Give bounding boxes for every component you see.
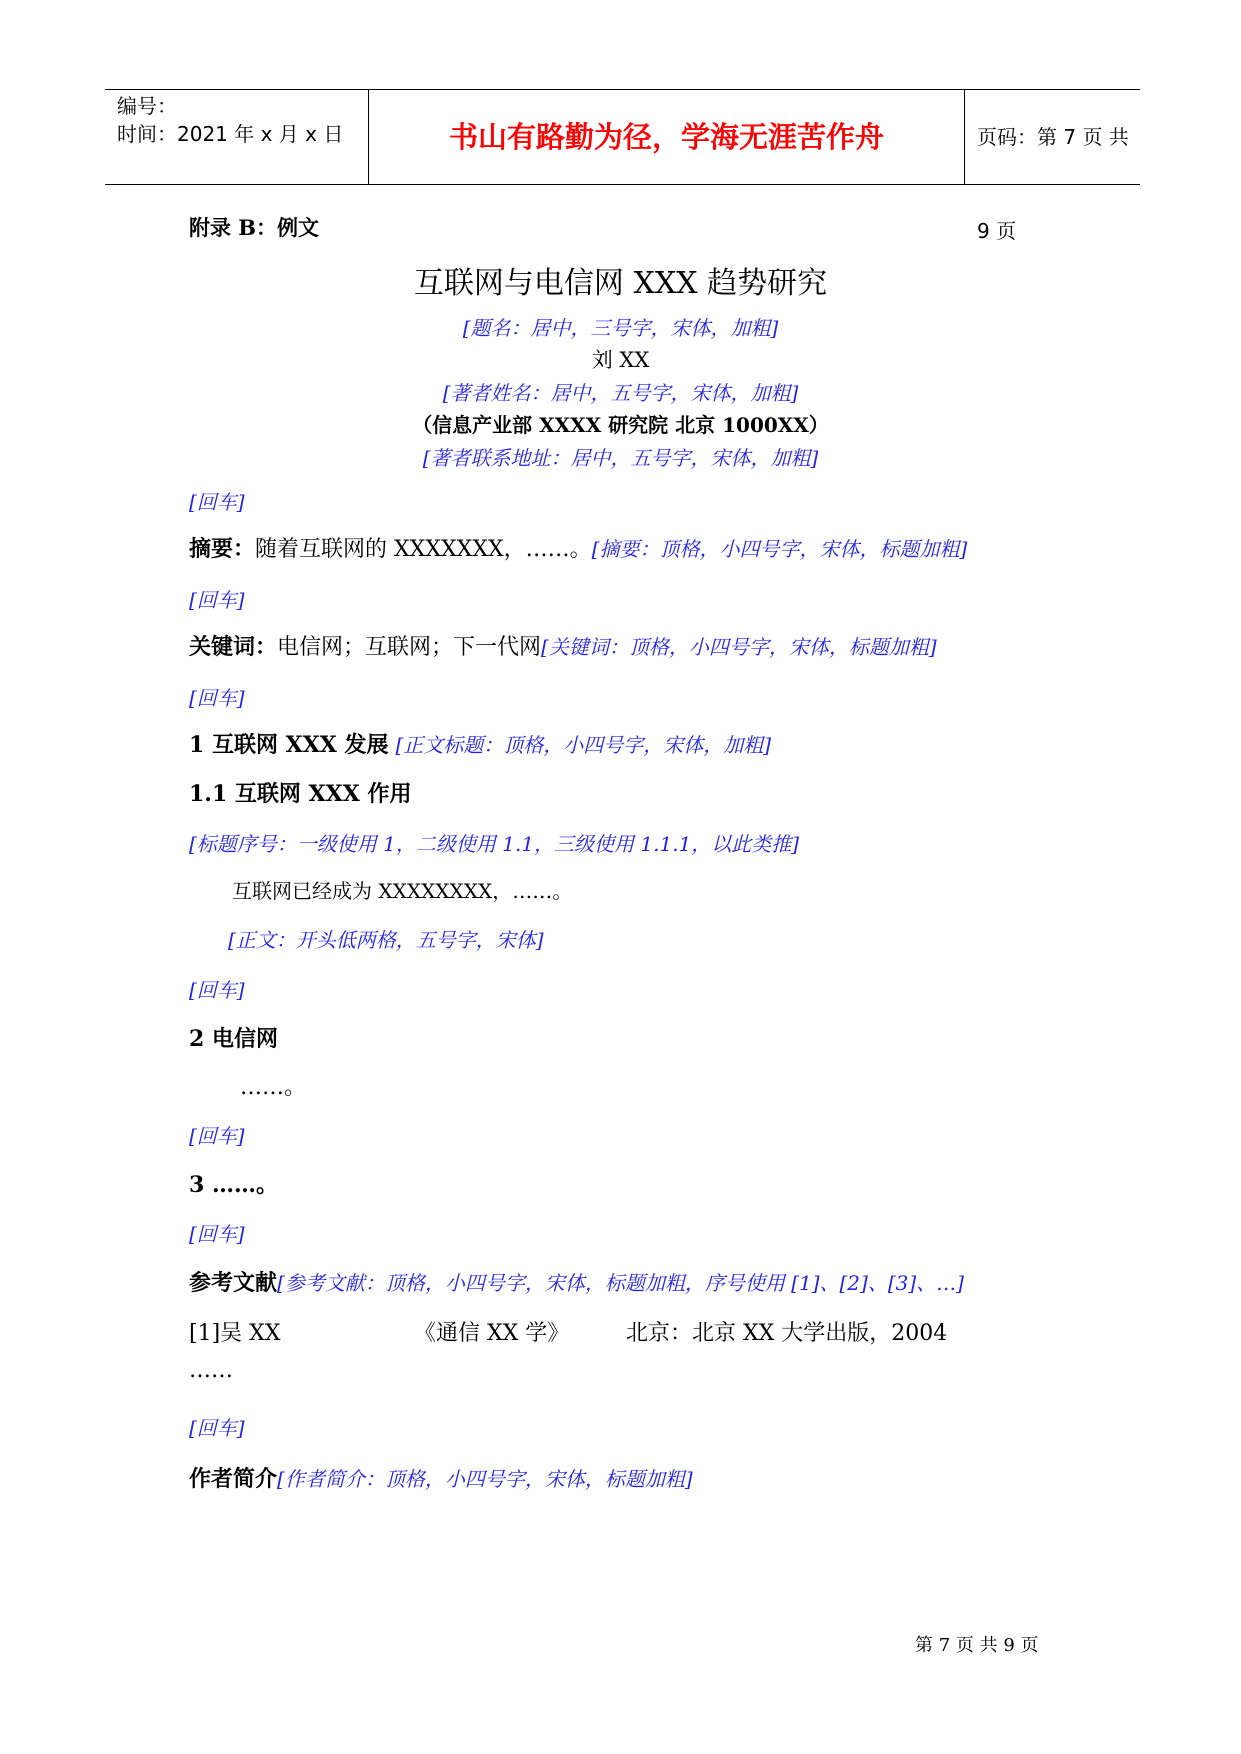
abstract-text: 随着互联网的 XXXXXXX，……。 [255,537,592,562]
header-info [117,92,367,148]
paper-title: 互联网与电信网 XXX 趋势研究 [413,266,828,301]
abstract-label: 摘要： [189,536,256,562]
enter-marker: [回车] [189,588,245,612]
appendix-title: 附录 B：例文 [189,215,320,240]
author-name: 刘 XX [591,348,650,372]
section1-format-note: [正文标题：顶格，小四号字，宋体，加粗] [395,733,772,757]
body-text: 互联网已经成为 XXXXXXXX，……。 [232,879,573,903]
references-label: 参考文献 [189,1270,278,1296]
reference-id: [1]吴 XX [189,1321,281,1346]
header-motto: 书山有路勤为径，学海无涯苦作舟 [448,120,884,154]
header-divider [964,90,965,184]
reference-publisher: 北京：北京 XX 大学出版，2004 [626,1321,948,1346]
section2-text: ……。 [240,1075,307,1100]
references-ellipsis: …… [189,1358,233,1383]
references-format-note: [参考文献：顶格，小四号字，宋体，标题加粗，序号使用 [1]、[2]、[3]、…] [277,1271,964,1295]
title-format-note: [题名：居中，三号字，宋体，加粗] [462,316,779,340]
enter-marker: [回车] [189,490,245,514]
abstract-format-note: [摘要：顶格，小四号字，宋体，标题加粗] [591,537,968,561]
author-format-note: [著者姓名：居中，五号字，宋体，加粗] [442,381,799,405]
affiliation-format-note: [著者联系地址：居中，五号字，宋体，加粗] [422,446,819,470]
enter-marker: [回车] [189,1416,245,1440]
section1-line [189,728,771,759]
time-label: 时间：2021 年 x 月 x 日 [117,122,344,146]
section3-heading: 3 ……。 [189,1172,278,1198]
references-line [189,1266,964,1297]
section2-heading: 2 电信网 [189,1026,278,1052]
enter-marker: [回车] [189,978,245,1002]
enter-marker: [回车] [189,1124,245,1148]
page-footer: 第 7 页 共 9 页 [915,1635,1039,1656]
author-affiliation: （信息产业部 XXXX 研究院 北京 1000XX） [412,413,829,437]
section1-heading: 1 互联网 XXX 发展 [189,732,389,758]
numbering-format-note: [标题序号：一级使用 1，二级使用 1.1，三级使用 1.1.1，以此类推] [189,832,800,856]
body-format-note: [正文：开头低两格，五号字，宋体] [228,928,544,952]
reference-title: 《通信 XX 学》 [414,1321,570,1346]
author-bio-line [189,1462,693,1493]
abstract-line [189,532,967,563]
section1-1-heading: 1.1 互联网 XXX 作用 [189,781,412,807]
reference-item [189,1316,280,1347]
serial-label: 编号： [117,94,177,118]
keywords-format-note: [关键词：顶格，小四号字，宋体，标题加粗] [541,635,937,659]
author-bio-label: 作者简介 [189,1466,278,1492]
enter-marker: [回车] [189,1222,245,1246]
header-page-label: 页码：第 7 页 共 9 页 [977,125,1129,243]
keywords-label: 关键词： [189,634,278,660]
keywords-line [189,630,937,661]
enter-marker: [回车] [189,686,245,710]
keywords-text: 电信网；互联网；下一代网 [277,635,542,660]
author-bio-format-note: [作者简介：顶格，小四号字，宋体，标题加粗] [277,1467,693,1491]
